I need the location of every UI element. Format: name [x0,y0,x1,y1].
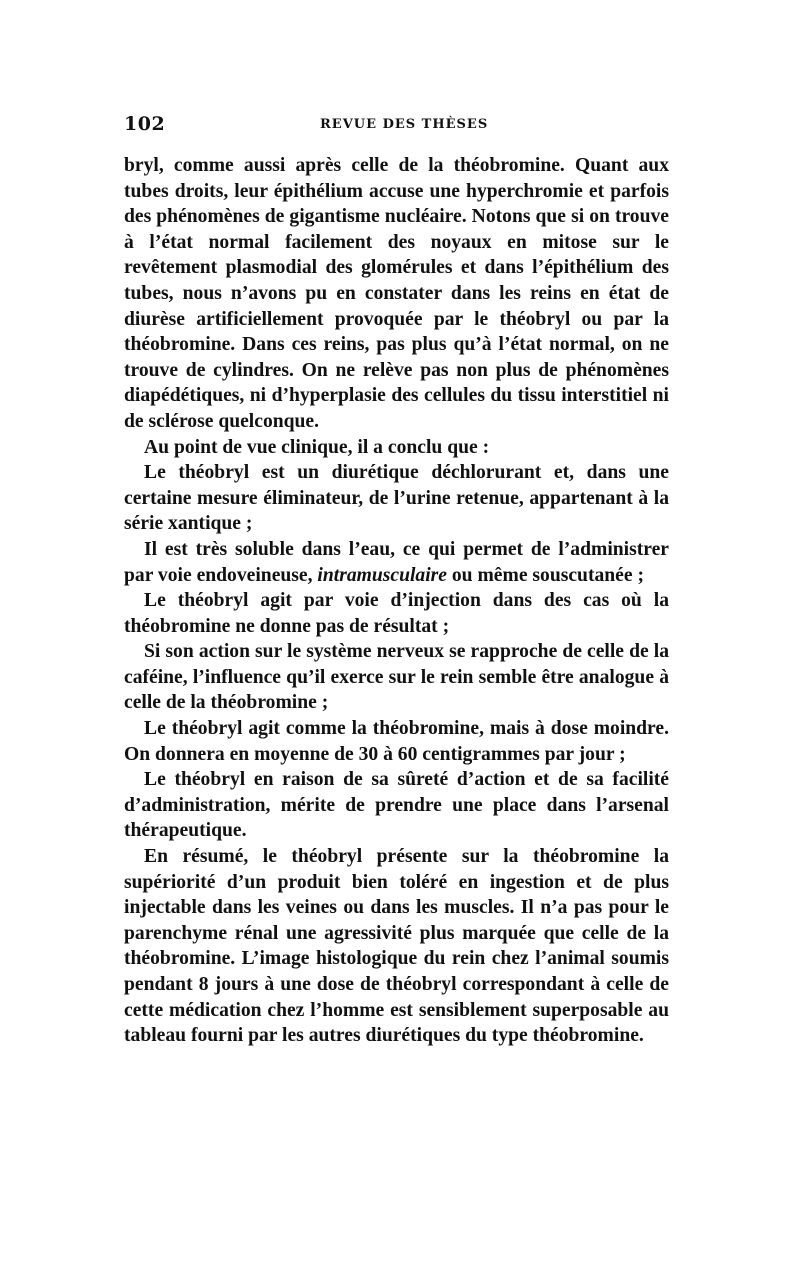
body-text [124,153,669,1049]
solubility-text-italic: intramusculaire [317,564,447,586]
page-number: 102 [124,113,166,135]
paragraph-histology-continued: bryl, comme aussi après celle de la théobromine. Quant aux tubes droits, leur épithélium accuse une hyperchromie et parfois des phénomènes de gigantisme nucléaire. Notons que si on trouve à l’état normal facilement des noyaux en mitose sur le revêtement plasmodial des glomérules et dans l’épithélium des tubes, nous n’avons pu en constater dans les reins en état de diurèse artificiellement provoquée par le théobryl ou par la théobromine. Dans ces reins, pas plus qu’à l’état normal, on ne trouve de cylindres. On ne relève pas non plus de phénomènes diapédétiques, ni d’hyperplasie des cellules du tissu interstitiel ni de sclérose quelconque. [124,155,669,432]
paragraph-nervous-system: Si son action sur le système nerveux se rapproche de celle de la caféine, l’influence qu’il exerce sur le rein semble être analogue à celle de la théobromine ; [124,641,669,714]
solubility-text-before: Il est très soluble dans l’eau, ce qui permet de l’administrer par voie endoveineuse, [124,538,669,586]
paragraph-summary: En résumé, le théobryl présente sur la théobromine la supériorité d’un produit bien toléré en ingestion et de plus injectable dans les veines ou dans les muscles. Il n’a pas pour le parenchyme rénal une agressivité plus marquée que celle de la théobromine. L’image histologique du rein chez l’animal soumis pendant 8 jours à une dose de théobryl correspondant à celle de cette médication chez l’homme est sensiblement superposable au tableau fourni par les autres diurétiques du type théobromine. [124,846,669,1047]
paragraph-clinical-intro: Au point de vue clinique, il a conclu que : [144,436,490,458]
paragraph-solubility [124,537,669,588]
paragraph-dosage: Le théobryl agit comme la théobromine, mais à dose moindre. On donnera en moyenne de 30 à 60 centigrammes par jour ; [124,718,669,765]
paragraph-injection: Le théobryl agit par voie d’injection dans des cas où la théobromine ne donne pas de résultat ; [124,590,669,637]
paragraph-arsenal: Le théobryl en raison de sa sûreté d’action et de sa facilité d’administration, mérite de prendre une place dans l’arsenal thérapeutique. [124,769,669,842]
page-header [124,113,672,139]
paragraph-diuretic: Le théobryl est un diurétique déchlorurant et, dans une certaine mesure éliminateur, de l’urine retenue, appartenant à la série xantique ; [124,462,669,535]
running-title: REVUE DES THÈSES [320,117,489,132]
solubility-text-after: ou même souscutanée ; [446,564,644,586]
